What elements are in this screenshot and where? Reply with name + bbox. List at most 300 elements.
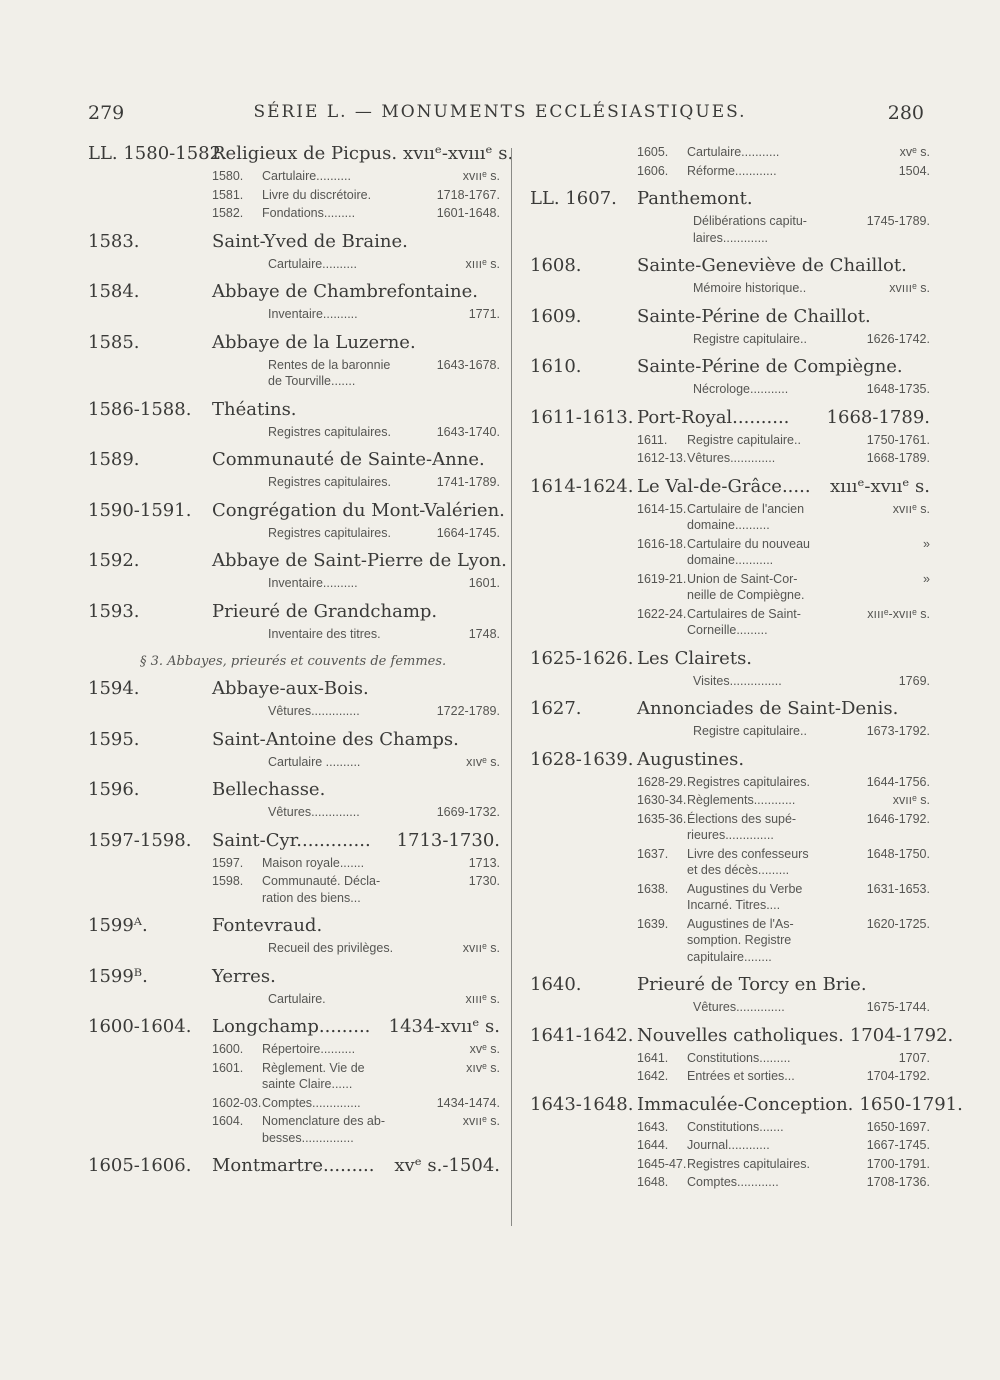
sub-entry-text: Répertoire..........: [262, 1042, 356, 1056]
sub-entry-text: Inventaire des titres.: [268, 626, 381, 641]
entry-code: 1605-1606.: [88, 1155, 192, 1176]
entry-code: 1599ᴬ.: [88, 915, 148, 936]
sub-entry-code: 1630-34.: [637, 793, 687, 807]
sub-entry: [268, 306, 500, 323]
catalog-entry: [88, 677, 500, 701]
entry-title: Saint-Yved de Braine.: [212, 230, 408, 252]
entry-title: Abbaye de Saint-Pierre de Lyon.: [212, 550, 507, 571]
sub-entry-code: 1582.: [212, 206, 244, 220]
sub-entry-code: 1639.: [637, 916, 669, 931]
sub-entry-text: Inventaire..........: [268, 576, 358, 590]
sub-entry-text: Cartulaire..........: [262, 169, 351, 183]
sub-entry-text: Règlement. Vie de sainte Claire......: [262, 1060, 365, 1091]
sub-entries: [637, 144, 930, 179]
sub-entry-text: Registre capitulaire..: [693, 724, 807, 738]
sub-entry-date: 1643-1678.: [436, 357, 500, 372]
entry-title: Saint-Antoine des Champs.: [212, 728, 459, 750]
sub-entry-code: 1597.: [212, 855, 244, 870]
catalog-entry: [88, 142, 514, 166]
sub-entry-date: xvııᵉ s.: [462, 169, 500, 183]
entry-code: 1643-1648.: [530, 1093, 634, 1115]
sub-entry: [637, 450, 930, 467]
entry-code: 1590-1591.: [88, 499, 192, 521]
sub-entry-code: 1628-29.: [637, 774, 687, 789]
sub-entry-text: Registres capitulaires.: [687, 774, 810, 789]
sub-entry-date: 1669-1732.: [436, 805, 500, 819]
catalog-entry: [88, 965, 500, 989]
sub-entries: [212, 424, 500, 441]
sub-entry: [637, 811, 930, 844]
sub-entry: [212, 1060, 500, 1093]
sub-entry-code: 1614-15.: [637, 501, 687, 516]
sub-entries: [212, 256, 500, 273]
entry-code: 1640.: [530, 974, 582, 995]
sub-entry-date: 1668-1789.: [866, 451, 930, 465]
sub-entry: [268, 474, 500, 491]
sub-entry-code: 1604.: [212, 1114, 244, 1128]
sub-entry: [637, 1156, 930, 1173]
sub-entries: [212, 991, 500, 1008]
sub-entry-code: 1600.: [212, 1042, 244, 1056]
sub-entry-text: Livre du discrétoire.: [262, 187, 372, 202]
sub-entry-date: xvııᵉ s.: [892, 501, 930, 516]
sub-entry: [693, 673, 930, 690]
entry-code: 1592.: [88, 550, 140, 571]
sub-entries: [212, 357, 500, 390]
sub-entry-text: Livre des confesseurs et des décès.........: [687, 846, 809, 877]
entry-title: Communauté de Sainte-Anne.: [212, 449, 485, 470]
sub-entry-date: 1675-1744.: [866, 1000, 930, 1014]
catalog-entry: [88, 230, 500, 254]
entry-title: Augustines.: [637, 748, 745, 770]
sub-entry: [268, 940, 500, 957]
sub-entry-date: 1601-1648.: [436, 206, 500, 220]
sub-entry-code: 1635-36.: [637, 811, 687, 826]
entry-title: Abbaye de la Luzerne.: [212, 331, 416, 353]
sub-entry: [212, 168, 500, 185]
catalog-entry: [530, 305, 930, 329]
sub-entry-code: 1606.: [637, 163, 669, 178]
sub-entry: [637, 1119, 930, 1136]
sub-entry-date: 1704-1792.: [866, 1069, 930, 1083]
entry-title: Port-Royal..........: [637, 406, 790, 428]
entry-code: 1611-1613.: [530, 406, 634, 428]
sub-entry: [637, 792, 930, 809]
catalog-entry: [530, 475, 930, 499]
entry-code: 1628-1639.: [530, 748, 634, 770]
sub-entry-date: »: [923, 536, 930, 551]
sub-entry-date: 1769.: [898, 673, 930, 688]
sub-entry-date: xıvᵉ s.: [466, 1060, 500, 1075]
sub-entry-date: 1626-1742.: [866, 331, 930, 346]
page-title: SÉRIE L. — MONUMENTS ECCLÉSIASTIQUES.: [253, 102, 747, 122]
sub-entries: [212, 703, 500, 720]
sub-entry-text: Comptes..............: [262, 1095, 361, 1110]
sub-entry-code: 1605.: [637, 145, 669, 159]
sub-entry-date: 1631-1653.: [866, 881, 930, 896]
sub-entry: [268, 991, 500, 1008]
sub-entries: [212, 940, 500, 957]
sub-entry-date: 1748.: [468, 626, 500, 641]
sub-entry-text: Maison royale.......: [262, 855, 365, 870]
entry-code: 1599ᴮ.: [88, 965, 148, 987]
sub-entry-text: Registre capitulaire..: [687, 432, 801, 447]
sub-entry-date: 1504.: [898, 163, 930, 178]
entry-date: 1650-1791.: [859, 1093, 963, 1115]
sub-entry-text: Fondations.........: [262, 206, 356, 220]
sub-entry: [637, 432, 930, 449]
sub-entry-date: xvᵉ s.: [469, 1042, 500, 1056]
entry-title: Longchamp.........: [212, 1016, 371, 1037]
entry-code: 1597-1598.: [88, 829, 192, 851]
sub-entry: [637, 774, 930, 791]
entry-code: LL. 1607.: [530, 188, 617, 209]
sub-entry-date: 1648-1735.: [866, 382, 930, 396]
entry-title: Abbaye de Chambrefontaine.: [212, 281, 478, 302]
sub-entry-text: Comptes............: [687, 1175, 779, 1189]
sub-entry: [637, 881, 930, 914]
catalog-entry: [88, 829, 500, 853]
entry-title: Prieuré de Grandchamp.: [212, 600, 438, 622]
entry-code: LL. 1580-1582.: [88, 143, 227, 164]
sub-entry-text: Nécrologe...........: [693, 382, 789, 396]
entry-date: xıııᵉ-xvııᵉ s.: [830, 475, 930, 497]
entry-code: 1609.: [530, 305, 582, 327]
sub-entry-date: 1620-1725.: [866, 916, 930, 931]
sub-entry-date: 1673-1792.: [866, 724, 930, 738]
sub-entry: [637, 606, 930, 639]
sub-entry-text: Union de Saint-Cor- neille de Compiègne.: [687, 571, 805, 602]
left-column: [88, 142, 514, 1178]
entry-title: Saint-Cyr.............: [212, 829, 371, 851]
sub-entry-text: Rentes de la baronnie de Tourville.......: [268, 357, 391, 388]
entry-code: 1608.: [530, 255, 582, 276]
catalog-entry: [88, 600, 500, 624]
entry-title: Religieux de Picpus.: [212, 143, 398, 164]
sub-entry: [212, 1113, 500, 1146]
sub-entry: [212, 855, 500, 872]
sub-entry: [693, 723, 930, 740]
sub-entries: [212, 575, 500, 592]
sub-entry-code: 1619-21.: [637, 571, 687, 586]
sub-entry-code: 1643.: [637, 1119, 669, 1134]
entry-code: 1584.: [88, 281, 140, 302]
entry-code: 1610.: [530, 356, 582, 377]
sub-entry: [637, 846, 930, 879]
sub-entry-date: 1648-1750.: [866, 846, 930, 861]
sub-entry: [693, 213, 930, 246]
catalog-entry: [530, 254, 930, 278]
sub-entry-date: »: [923, 571, 930, 586]
sub-entry-text: Communauté. Décla- ration des biens...: [262, 874, 381, 905]
entry-title: Sainte-Périne de Compiègne.: [637, 356, 903, 377]
sub-entry-text: Registres capitulaires.: [268, 525, 391, 540]
sub-entry-text: Cartulaire du nouveau domaine...........: [687, 536, 810, 567]
entry-date: 1434-xvııᵉ s.: [388, 1016, 500, 1037]
entry-title: Nouvelles catholiques.: [637, 1024, 844, 1046]
entry-title: Abbaye-aux-Bois.: [212, 678, 369, 699]
sub-entry-date: xıııᵉ s.: [465, 991, 500, 1006]
sub-entry-code: 1601.: [212, 1060, 244, 1075]
sub-entries: [212, 626, 500, 643]
sub-entry-date: 1730.: [468, 874, 500, 888]
sub-entry-text: Vêtures.............: [687, 451, 776, 465]
entry-title: Annonciades de Saint-Denis.: [637, 698, 899, 719]
entry-code: 1593.: [88, 600, 140, 622]
entry-date: xvııᵉ-xvıııᵉ s.: [403, 143, 514, 164]
entry-date: xvᵉ s.-1504.: [394, 1155, 500, 1176]
entry-date: 1713-1730.: [396, 829, 500, 851]
sub-entry: [212, 1095, 500, 1112]
catalog-entry: [88, 1154, 500, 1178]
sub-entries: [637, 999, 930, 1016]
sub-entry-text: Cartulaire de l'ancien domaine..........: [687, 501, 805, 532]
sub-entry: [268, 256, 500, 273]
entry-code: 1641-1642.: [530, 1024, 634, 1046]
sub-entry-date: 1643-1740.: [436, 424, 500, 439]
catalog-entry: [530, 355, 930, 379]
sub-entry-code: 1641.: [637, 1050, 669, 1065]
sub-entry-date: 1664-1745.: [436, 525, 500, 540]
entry-title: Sainte-Geneviève de Chaillot.: [637, 255, 907, 276]
sub-entry: [693, 331, 930, 348]
sub-entry-code: 1602-03.: [212, 1095, 262, 1110]
sub-entry: [637, 1137, 930, 1154]
sub-entry-text: Registre capitulaire..: [693, 331, 807, 346]
catalog-entry: [88, 914, 500, 938]
page-header: [0, 102, 1000, 132]
catalog-entry: [530, 973, 930, 997]
catalog-entry: [88, 728, 500, 752]
catalog-entry: [88, 499, 505, 523]
entry-code: 1596.: [88, 779, 140, 800]
catalog-entry: [88, 398, 500, 422]
sub-entry: [268, 703, 500, 720]
sub-entry-text: Registres capitulaires.: [687, 1156, 810, 1171]
entry-code: 1627.: [530, 698, 582, 719]
sub-entries: [212, 855, 500, 907]
sub-entries: [212, 474, 500, 491]
page-number-right: 280: [887, 102, 924, 124]
sub-entry-code: 1612-13.: [637, 451, 687, 465]
sub-entry-date: 1745-1789.: [866, 214, 930, 228]
entry-title: Congrégation du Mont-Valérien.: [212, 499, 505, 521]
sub-entry-text: Vêtures..............: [693, 1000, 785, 1014]
sub-entries: [212, 168, 500, 222]
entry-title: Théatins.: [212, 398, 297, 420]
entry-code: 1583.: [88, 230, 140, 252]
sub-entries: [637, 723, 930, 740]
catalog-entry: [530, 748, 930, 772]
sub-entries: [637, 1119, 930, 1191]
sub-entry-text: Mémoire historique..: [693, 281, 807, 295]
sub-entry-text: Réforme............: [687, 163, 777, 178]
sub-entry-date: xvᵉ s.: [899, 145, 930, 159]
sub-entry-date: 1718-1767.: [436, 187, 500, 202]
entry-code: 1595.: [88, 728, 140, 750]
sub-entry-date: 1644-1756.: [866, 774, 930, 789]
sub-entry-date: 1713.: [468, 855, 500, 870]
catalog-entry: [88, 778, 500, 802]
sub-entry: [268, 754, 500, 771]
entry-code: 1614-1624.: [530, 475, 634, 497]
sub-entry-text: Délibérations capitu- laires.............: [693, 214, 807, 245]
sub-entry-date: 1650-1697.: [866, 1119, 930, 1134]
sub-entry: [268, 804, 500, 821]
catalog-entry: [88, 549, 507, 573]
sub-entries: [212, 1041, 500, 1146]
entry-title: Montmartre.........: [212, 1155, 375, 1176]
entry-title: Prieuré de Torcy en Brie.: [637, 974, 867, 995]
sub-entry-code: 1645-47.: [637, 1156, 687, 1171]
sub-entry-text: Registres capitulaires.: [268, 475, 391, 489]
catalog-entry: [530, 1024, 954, 1048]
sub-entry-code: 1581.: [212, 187, 244, 202]
sub-entry-date: 1700-1791.: [866, 1156, 930, 1171]
sub-entries: [637, 331, 930, 348]
entry-title: Le Val-de-Grâce.....: [637, 475, 811, 497]
sub-entry-date: xıvᵉ s.: [466, 754, 500, 769]
entry-code: 1594.: [88, 678, 140, 699]
sub-entry-text: Inventaire..........: [268, 307, 358, 321]
sub-entry-text: Cartulaire..........: [268, 256, 357, 271]
sub-entry: [637, 916, 930, 966]
sub-entry-date: 1646-1792.: [866, 811, 930, 826]
entry-date: 1668-1789.: [826, 406, 930, 428]
sub-entries: [637, 213, 930, 246]
sub-entry-text: Augustines du Verbe Incarné. Titres....: [687, 881, 803, 912]
sub-entry-text: Constitutions.......: [687, 1119, 784, 1134]
sub-entry: [637, 1068, 930, 1085]
sub-entries: [212, 306, 500, 323]
sub-entry-code: 1580.: [212, 169, 244, 183]
sub-entries: [637, 501, 930, 639]
sub-entries: [212, 804, 500, 821]
sub-entry-text: Visites...............: [693, 673, 782, 688]
sub-entry: [212, 1041, 500, 1058]
sub-entries: [212, 525, 500, 542]
sub-entry: [637, 144, 930, 161]
entry-title: Les Clairets.: [637, 647, 753, 669]
entry-code: 1600-1604.: [88, 1016, 192, 1037]
sub-entry-date: 1707.: [898, 1050, 930, 1065]
sub-entry-text: Nomenclature des ab- besses...............: [262, 1114, 385, 1145]
sub-entry-date: 1667-1745.: [866, 1138, 930, 1152]
sub-entry: [212, 873, 500, 906]
sub-entry: [268, 626, 500, 643]
sub-entry-text: Élections des supé- rieures..............: [687, 811, 797, 842]
sub-entry: [637, 1174, 930, 1191]
entry-title: Panthemont.: [637, 188, 753, 209]
sub-entry-text: Constitutions.........: [687, 1050, 791, 1065]
catalog-entry: [88, 280, 500, 304]
sub-entry-text: Vêtures..............: [268, 704, 360, 718]
sub-entries: [637, 432, 930, 467]
sub-entry-code: 1637.: [637, 846, 669, 861]
sub-entry-date: xvıııᵉ s.: [889, 281, 930, 295]
sub-entry-date: xvııᵉ s.: [462, 941, 500, 955]
sub-entry-text: Cartulaire ..........: [268, 754, 361, 769]
sub-entry: [212, 205, 500, 222]
catalog-entry: [88, 448, 500, 472]
sub-entry: [693, 999, 930, 1016]
sub-entry: [637, 163, 930, 180]
column-divider: [511, 148, 512, 1226]
sub-entry-text: Cartulaire.: [268, 991, 326, 1006]
entry-title: Yerres.: [212, 965, 276, 987]
sub-entry: [693, 381, 930, 398]
entry-code: 1585.: [88, 331, 140, 353]
entry-date: 1704-1792.: [849, 1024, 954, 1046]
right-column: [530, 142, 963, 1191]
sub-entry-date: xıııᵉ s.: [465, 256, 500, 271]
sub-entry-code: 1622-24.: [637, 606, 687, 621]
sub-entry-date: 1601.: [468, 576, 500, 590]
sub-entry-text: Cartulaires de Saint- Corneille.........: [687, 606, 801, 637]
sub-entries: [637, 280, 930, 297]
sub-entries: [212, 754, 500, 771]
entry-code: 1589.: [88, 449, 140, 470]
sub-entry-text: Augustines de l'As- somption. Registre capitulaire........: [687, 916, 794, 964]
sub-entry-date: 1722-1789.: [436, 704, 500, 718]
entry-title: Immaculée-Conception.: [637, 1093, 854, 1115]
sub-entry-code: 1638.: [637, 881, 669, 896]
sub-entry-date: xıııᵉ-xvııᵉ s.: [867, 606, 930, 621]
catalog-entry: [88, 1015, 500, 1039]
sub-entry-code: 1644.: [637, 1138, 669, 1152]
catalog-entry: [88, 331, 500, 355]
sub-entry-date: 1434-1474.: [436, 1095, 500, 1110]
sub-entry-text: Registres capitulaires.: [268, 424, 391, 439]
sub-entries: [637, 381, 930, 398]
entry-title: Bellechasse.: [212, 779, 326, 800]
sub-entry-date: 1771.: [468, 307, 500, 321]
sub-entry-code: 1648.: [637, 1175, 669, 1189]
sub-entry-text: Cartulaire...........: [687, 145, 780, 159]
sub-entries: [637, 673, 930, 690]
sub-entry: [268, 525, 500, 542]
sub-entry-date: xvııᵉ s.: [462, 1114, 500, 1128]
sub-entries: [637, 1050, 930, 1085]
sub-entry: [268, 424, 500, 441]
section-heading: § 3. Abbayes, prieurés et couvents de femmes.: [140, 654, 447, 669]
sub-entry: [693, 280, 930, 297]
sub-entry: [637, 1050, 930, 1067]
sub-entry: [637, 536, 930, 569]
catalog-entry: [530, 1093, 963, 1117]
catalog-entry: [530, 697, 930, 721]
entry-code: 1625-1626.: [530, 647, 634, 669]
sub-entry: [637, 571, 930, 604]
sub-entry: [637, 501, 930, 534]
sub-entry-text: Règlements............: [687, 793, 796, 807]
sub-entry-text: Journal............: [687, 1138, 770, 1152]
sub-entry-text: Entrées et sorties...: [687, 1069, 795, 1083]
sub-entry-date: xvııᵉ s.: [892, 793, 930, 807]
sub-entry: [268, 357, 500, 390]
sub-entry-date: 1708-1736.: [866, 1175, 930, 1189]
entry-code: 1586-1588.: [88, 398, 192, 420]
sub-entry-text: Vêtures..............: [268, 805, 360, 819]
sub-entry-text: Recueil des privilèges.: [268, 941, 394, 955]
sub-entry: [212, 187, 500, 204]
sub-entry-code: 1611.: [637, 432, 668, 447]
entry-title: Fontevraud.: [212, 915, 323, 936]
entry-title: Sainte-Périne de Chaillot.: [637, 305, 871, 327]
page-number-left: 279: [88, 102, 125, 124]
sub-entry: [268, 575, 500, 592]
sub-entry-code: 1642.: [637, 1069, 669, 1083]
